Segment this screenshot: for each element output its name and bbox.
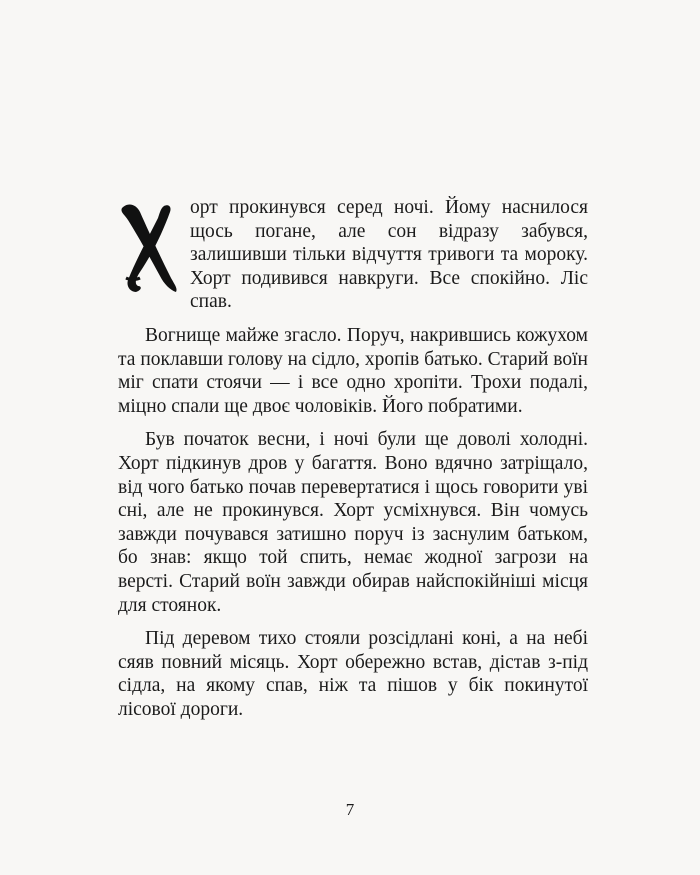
opening-paragraph: [118, 196, 588, 314]
paragraph: Під деревом тихо стояли розсідлані коні, а на небі сяяв повний місяць. Хорт обережно встав, дістав з-під сідла, на якому спав, ніж та пішов у бік покинутої лісової дороги.: [118, 628, 588, 720]
page-number: 7: [345, 800, 355, 819]
paragraph: Вогнище майже згасло. Поруч, накрившись кожухом та поклавши голову на сідло, хропів батько. Старий воїн міг спати стоячи — і все одно хропіти. Трохи подалі, міцно спали ще двоє чоловіків. Його побратими.: [118, 324, 588, 417]
paragraph: Був початок весни, і ночі були ще доволі холодні. Хорт підкинув дров у багаття. Воно вдячно затріщало, від чого батько почав перевертатися і щось говорити уві сні, але не прокинувся. Хорт усміхнувся. Він чомусь завжди почувався затишно поруч із заснулим батьком, бо знав: якщо той спить, немає жодної загрози на версті. Старий воїн завжди обирав найспокійніші місця для стоянок.: [118, 429, 588, 616]
chapter-text: [118, 196, 588, 721]
first-paragraph-text: орт прокинувся серед ночі. Йому наснилося щось погане, але сон відразу забувся, залишивши тільки відчуття тривоги та мороку. Хорт подивився навкруги. Все спокійно. Ліс спав.: [190, 197, 588, 313]
dropcap-letter-x: [118, 200, 180, 294]
